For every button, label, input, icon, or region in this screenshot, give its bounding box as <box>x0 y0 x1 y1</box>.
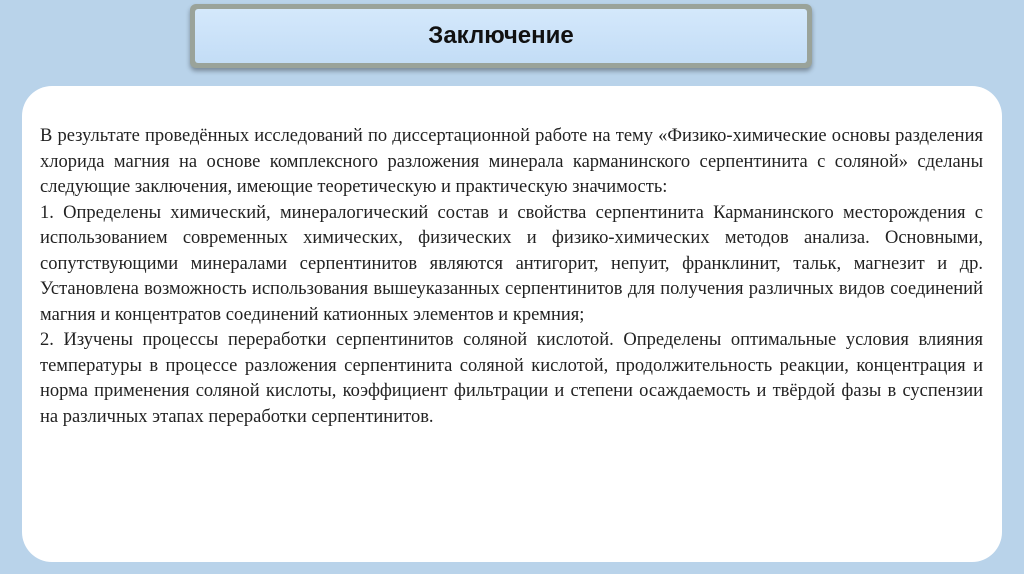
conclusion-item-2: 2. Изучены процессы переработки серпентинитов соляной кислотой. Определены оптимальные условия влияния температуры в процессе разложения серпентинита соляной кислотой, продолжительность реакции, концентрация и норма применения соляной кислоты, коэффициент фильтрации и степени осаждаемость и твёрдой фазы в суспензии на различных этапах переработки серпентинитов. <box>40 330 983 427</box>
title-banner <box>190 4 812 68</box>
intro-paragraph: В результате проведённых исследований по диссертационной работе на тему «Физико-химические основы разделения хлорида магния на основе комплексного разложения минерала карманинского серпентинита с соляной» сделаны следующие заключения, имеющие теоретическую и практическую значимость: <box>40 126 983 197</box>
conclusion-item-1: 1. Определены химический, минералогический состав и свойства серпентинита Карманинского месторождения с использованием современных химических, физических и физико-химических методов анализа. Основными, сопутствующими минералами серпентинитов являются антигорит, непуит, франклинит, тальк, магнезит и др. Установлена возможность использования вышеуказанных серпентинитов для получения различных видов соединений магния и концентратов соединений катионных элементов и кремния; <box>40 202 983 325</box>
slide-title: Заключение <box>428 22 574 49</box>
title-panel <box>195 9 807 63</box>
content-card <box>22 86 1002 562</box>
